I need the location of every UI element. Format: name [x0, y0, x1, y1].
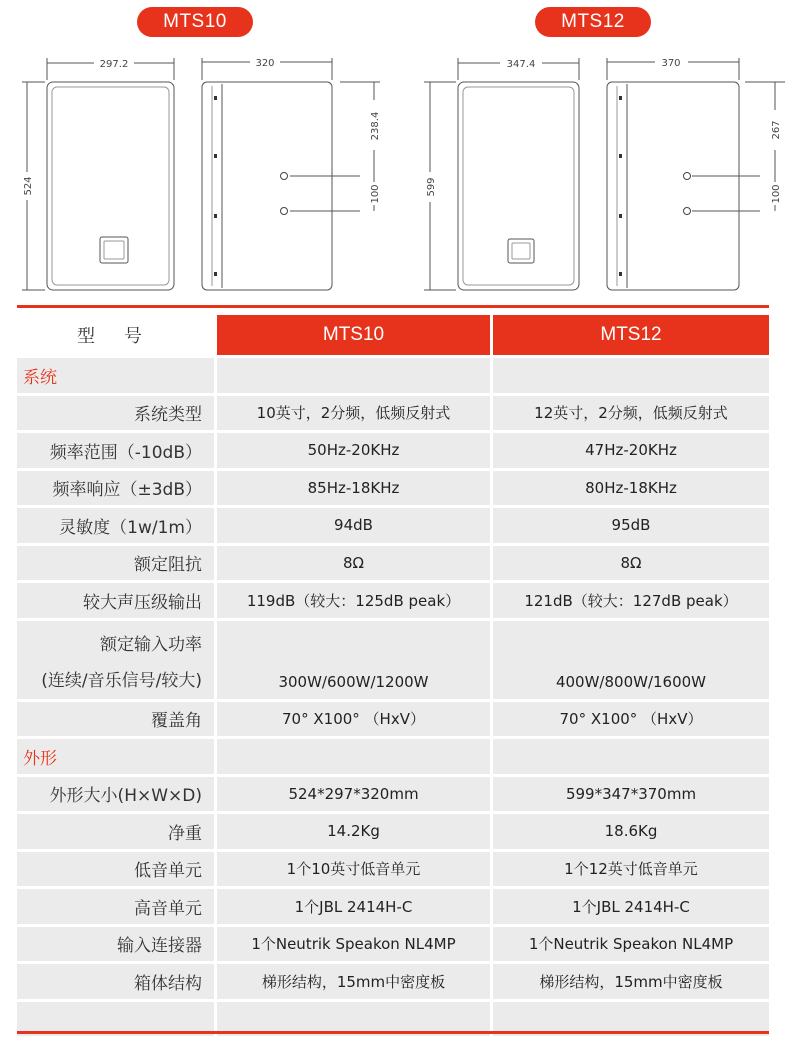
row-value-mts12: 121dB（较大：127dB peak）	[493, 583, 769, 618]
blank-cell	[493, 739, 769, 774]
row-value-mts10: 1个JBL 2414H-C	[217, 889, 493, 924]
table-row	[17, 777, 769, 812]
row-label-line2: (连续/音乐信号/较大)	[41, 670, 202, 691]
row-value-mts10: 94dB	[217, 508, 493, 543]
mts10-side-view	[202, 58, 380, 290]
row-value-mts12: 95dB	[493, 508, 769, 543]
row-label: 净重	[17, 814, 217, 849]
row-value-mts10: 10英寸，2分频，低频反射式	[217, 396, 493, 431]
row-value-mts12: 1个JBL 2414H-C	[493, 889, 769, 924]
row-label: 外形大小(H×W×D)	[17, 777, 217, 812]
table-row	[17, 927, 769, 962]
row-value-mts10: 85Hz-18KHz	[217, 471, 493, 506]
mts10-height-dim: 524	[23, 176, 34, 196]
row-value-mts10: 14.2Kg	[217, 814, 493, 849]
mts10-front-view	[22, 58, 174, 290]
row-label: 高音单元	[17, 889, 217, 924]
model-badge-mts10: MTS10	[137, 7, 253, 37]
mts12-height-dim: 599	[426, 177, 437, 197]
table-row	[17, 508, 769, 543]
table-header-row	[17, 315, 769, 355]
divider-top	[17, 305, 769, 308]
row-label: 频率响应（±3dB）	[17, 471, 217, 506]
divider-bottom	[17, 1031, 769, 1034]
mts10-width-dim: 297.2	[99, 59, 129, 70]
table-row	[17, 621, 769, 699]
table-row	[17, 964, 769, 999]
row-value-mts12: 1个Neutrik Speakon NL4MP	[493, 927, 769, 962]
header-label: 型 号	[17, 315, 217, 355]
table-row	[17, 433, 769, 468]
table-row	[17, 702, 769, 737]
row-label	[17, 621, 217, 699]
row-label: 灵敏度（1w/1m）	[17, 508, 217, 543]
row-value-mts10: 50Hz-20KHz	[217, 433, 493, 468]
table-row	[17, 471, 769, 506]
row-value-mts12: 47Hz-20KHz	[493, 433, 769, 468]
table-row	[17, 852, 769, 887]
row-value-mts12: 400W/800W/1600W	[493, 621, 769, 699]
table-row	[17, 546, 769, 581]
spec-table	[17, 312, 769, 1039]
row-label: 额定阻抗	[17, 546, 217, 581]
mts12-width-dim: 347.4	[506, 59, 536, 70]
mts10-upper-dim: 238.4	[370, 111, 381, 141]
row-value-mts12: 12英寸，2分频，低频反射式	[493, 396, 769, 431]
row-value-mts12: 599*347*370mm	[493, 777, 769, 812]
row-value-mts10: 梯形结构，15mm中密度板	[217, 964, 493, 999]
row-value-mts10: 8Ω	[217, 546, 493, 581]
row-label: 较大声压级输出	[17, 583, 217, 618]
blank-cell	[217, 358, 493, 393]
table-row	[17, 396, 769, 431]
header-col-mts12: MTS12	[493, 315, 769, 355]
technical-drawing	[0, 0, 790, 305]
row-value-mts12: 梯形结构，15mm中密度板	[493, 964, 769, 999]
row-value-mts10: 1个Neutrik Speakon NL4MP	[217, 927, 493, 962]
section-title: 外形	[17, 739, 217, 774]
row-value-mts10: 524*297*320mm	[217, 777, 493, 812]
dimension-drawings	[0, 0, 790, 305]
row-value-mts12: 70° X100° （HxV）	[493, 702, 769, 737]
row-label: 低音单元	[17, 852, 217, 887]
row-label: 频率范围（-10dB）	[17, 433, 217, 468]
row-label: 系统类型	[17, 396, 217, 431]
mts12-side-view	[607, 58, 785, 290]
header-col-mts10: MTS10	[217, 315, 493, 355]
table-row	[17, 889, 769, 924]
row-value-mts10: 1个10英寸低音单元	[217, 852, 493, 887]
row-value-mts10: 119dB（较大：125dB peak）	[217, 583, 493, 618]
row-value-mts12: 1个12英寸低音单元	[493, 852, 769, 887]
row-value-mts12: 8Ω	[493, 546, 769, 581]
row-label-line1: 额定输入功率	[100, 634, 202, 655]
row-value-mts10: 70° X100° （HxV）	[217, 702, 493, 737]
mts12-depth-dim: 370	[661, 58, 681, 69]
row-label: 输入连接器	[17, 927, 217, 962]
row-label: 箱体结构	[17, 964, 217, 999]
section-title: 系统	[17, 358, 217, 393]
blank-cell	[493, 358, 769, 393]
mts10-spacing-dim: 100	[370, 184, 381, 204]
table-row	[17, 814, 769, 849]
mts12-front-view	[424, 58, 579, 290]
row-value-mts12: 18.6Kg	[493, 814, 769, 849]
mts10-depth-dim: 320	[255, 58, 275, 69]
row-value-mts10: 300W/600W/1200W	[217, 621, 493, 699]
blank-cell	[217, 739, 493, 774]
section-row-appearance	[17, 739, 769, 774]
model-badge-mts12: MTS12	[535, 7, 651, 37]
section-row-system	[17, 358, 769, 393]
mts12-upper-dim: 267	[771, 120, 782, 140]
table-row	[17, 583, 769, 618]
row-label: 覆盖角	[17, 702, 217, 737]
mts12-spacing-dim: 100	[771, 184, 782, 204]
row-value-mts12: 80Hz-18KHz	[493, 471, 769, 506]
